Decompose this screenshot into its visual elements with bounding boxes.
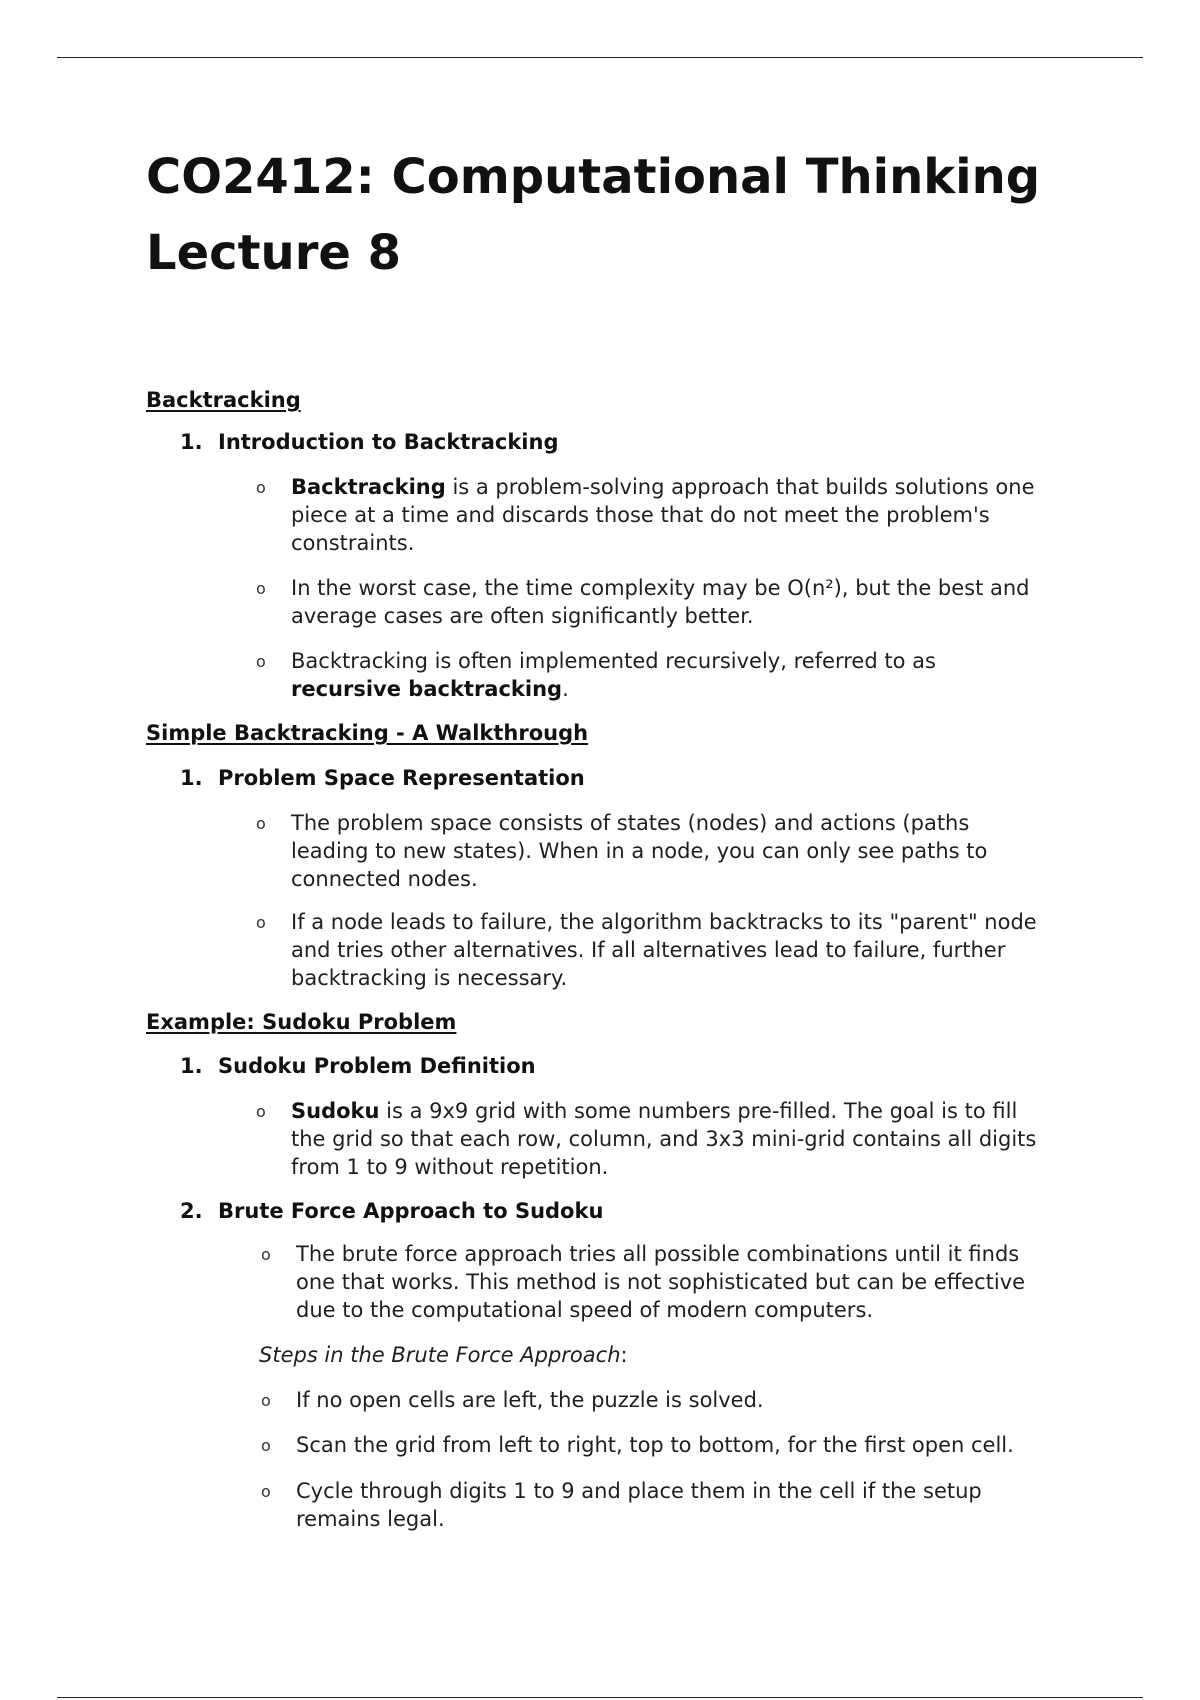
bullet-marker-icon: o (261, 1482, 271, 1501)
bullet-marker-icon: o (261, 1391, 271, 1410)
top-rule (57, 57, 1143, 58)
bullet-marker-icon: o (261, 1245, 271, 1264)
item-label: Sudoku Problem Definition (218, 1054, 536, 1078)
item-number: 2. (180, 1199, 203, 1223)
bullet-marker-icon: o (256, 478, 266, 497)
bullet-text: Backtracking is often implemented recursively, referred to as recursive backtracking. (291, 649, 936, 701)
bullet-text: The brute force approach tries all possible combinations until it finds one that works. This method is not sophisticated but can be effective due to the computational speed of modern computers. (296, 1242, 1026, 1322)
step-text: Scan the grid from left to right, top to bottom, for the first open cell. (296, 1433, 1014, 1457)
item-label: Problem Space Representation (218, 766, 585, 790)
bullet-text: Backtracking is a problem-solving approach that builds solutions one piece at a time and discards those that do not meet the problem's constraints. (291, 475, 1035, 555)
bullet-marker-icon: o (256, 579, 266, 598)
bullet-marker-icon: o (256, 913, 266, 932)
bottom-rule (57, 1697, 1143, 1698)
bullet-marker-icon: o (261, 1436, 271, 1455)
item-number: 1. (180, 430, 203, 454)
title-line-2: Lecture 8 (146, 225, 402, 281)
step-text: Cycle through digits 1 to 9 and place them in the cell if the setup remains legal. (296, 1479, 982, 1531)
bullet-marker-icon: o (256, 814, 266, 833)
bullet-text: The problem space consists of states (nodes) and actions (paths leading to new states). When in a node, you can only see paths to connected nodes. (291, 811, 988, 891)
item-number: 1. (180, 766, 203, 790)
bullet-text: In the worst case, the time complexity may be O(n²), but the best and average cases are often significantly better. (291, 576, 1030, 628)
section-heading-sudoku: Example: Sudoku Problem (146, 1010, 457, 1034)
item-number: 1. (180, 1054, 203, 1078)
section-heading-backtracking: Backtracking (146, 388, 301, 412)
steps-label: Steps in the Brute Force Approach: (259, 1343, 628, 1367)
bullet-marker-icon: o (256, 652, 266, 671)
page-title (146, 139, 1040, 291)
step-text: If no open cells are left, the puzzle is solved. (296, 1388, 764, 1412)
section-heading-walkthrough: Simple Backtracking - A Walkthrough (146, 721, 589, 745)
item-label: Brute Force Approach to Sudoku (218, 1199, 604, 1223)
title-line-1: CO2412: Computational Thinking (146, 149, 1041, 205)
bullet-text: Sudoku is a 9x9 grid with some numbers pre-filled. The goal is to fill the grid so that each row, column, and 3x3 mini-grid contains all digits from 1 to 9 without repetition. (291, 1099, 1037, 1179)
item-label: Introduction to Backtracking (218, 430, 559, 454)
bullet-text: If a node leads to failure, the algorithm backtracks to its "parent" node and tries other alternatives. If all alternatives lead to failure, further backtracking is necessary. (291, 910, 1037, 990)
bullet-marker-icon: o (256, 1102, 266, 1121)
